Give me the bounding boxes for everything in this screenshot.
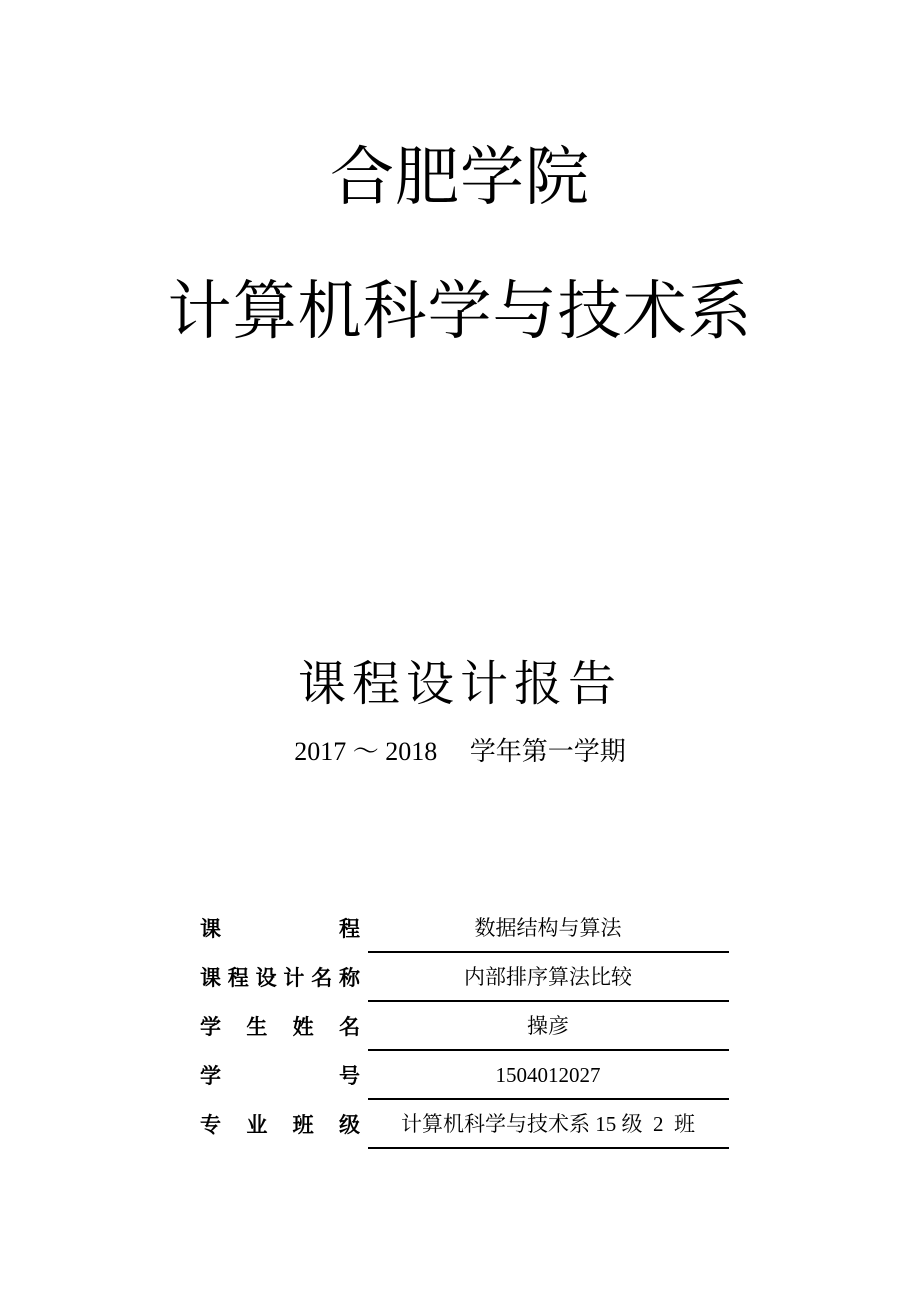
academic-term: 2017 ～ 2018 学年第一学期 — [294, 737, 626, 766]
department-name: 计算机科学与技术系 — [167, 275, 753, 349]
info-value-student-name: 操彦 — [527, 1014, 569, 1038]
info-label-student-name: 学 生 姓 名 — [200, 1015, 360, 1039]
info-row-class — [200, 1102, 730, 1150]
info-value-design-title: 内部排序算法比较 — [464, 965, 632, 989]
info-label-class: 专 业 班 级 — [200, 1113, 360, 1137]
school-name: 合肥学院 — [330, 141, 590, 215]
underline — [368, 1147, 729, 1149]
underline — [368, 1000, 729, 1002]
info-value-course: 数据结构与算法 — [474, 916, 622, 940]
info-label-course: 课 程 — [200, 917, 360, 941]
info-value-class: 计算机科学与技术系 15 级 2 班 — [401, 1112, 695, 1136]
info-row-design-title — [200, 955, 730, 1003]
underline — [368, 951, 729, 953]
report-title: 课程设计报告 — [297, 656, 622, 712]
info-row-student-name — [200, 1004, 730, 1052]
info-label-design-title: 课 程 设 计 名 称 — [200, 966, 360, 990]
info-row-student-id — [200, 1053, 730, 1101]
info-value-student-id: 1504012027 — [495, 1063, 601, 1087]
underline — [368, 1098, 729, 1100]
underline — [368, 1049, 729, 1051]
info-label-student-id: 学 号 — [200, 1064, 360, 1088]
info-row-course — [200, 906, 730, 954]
